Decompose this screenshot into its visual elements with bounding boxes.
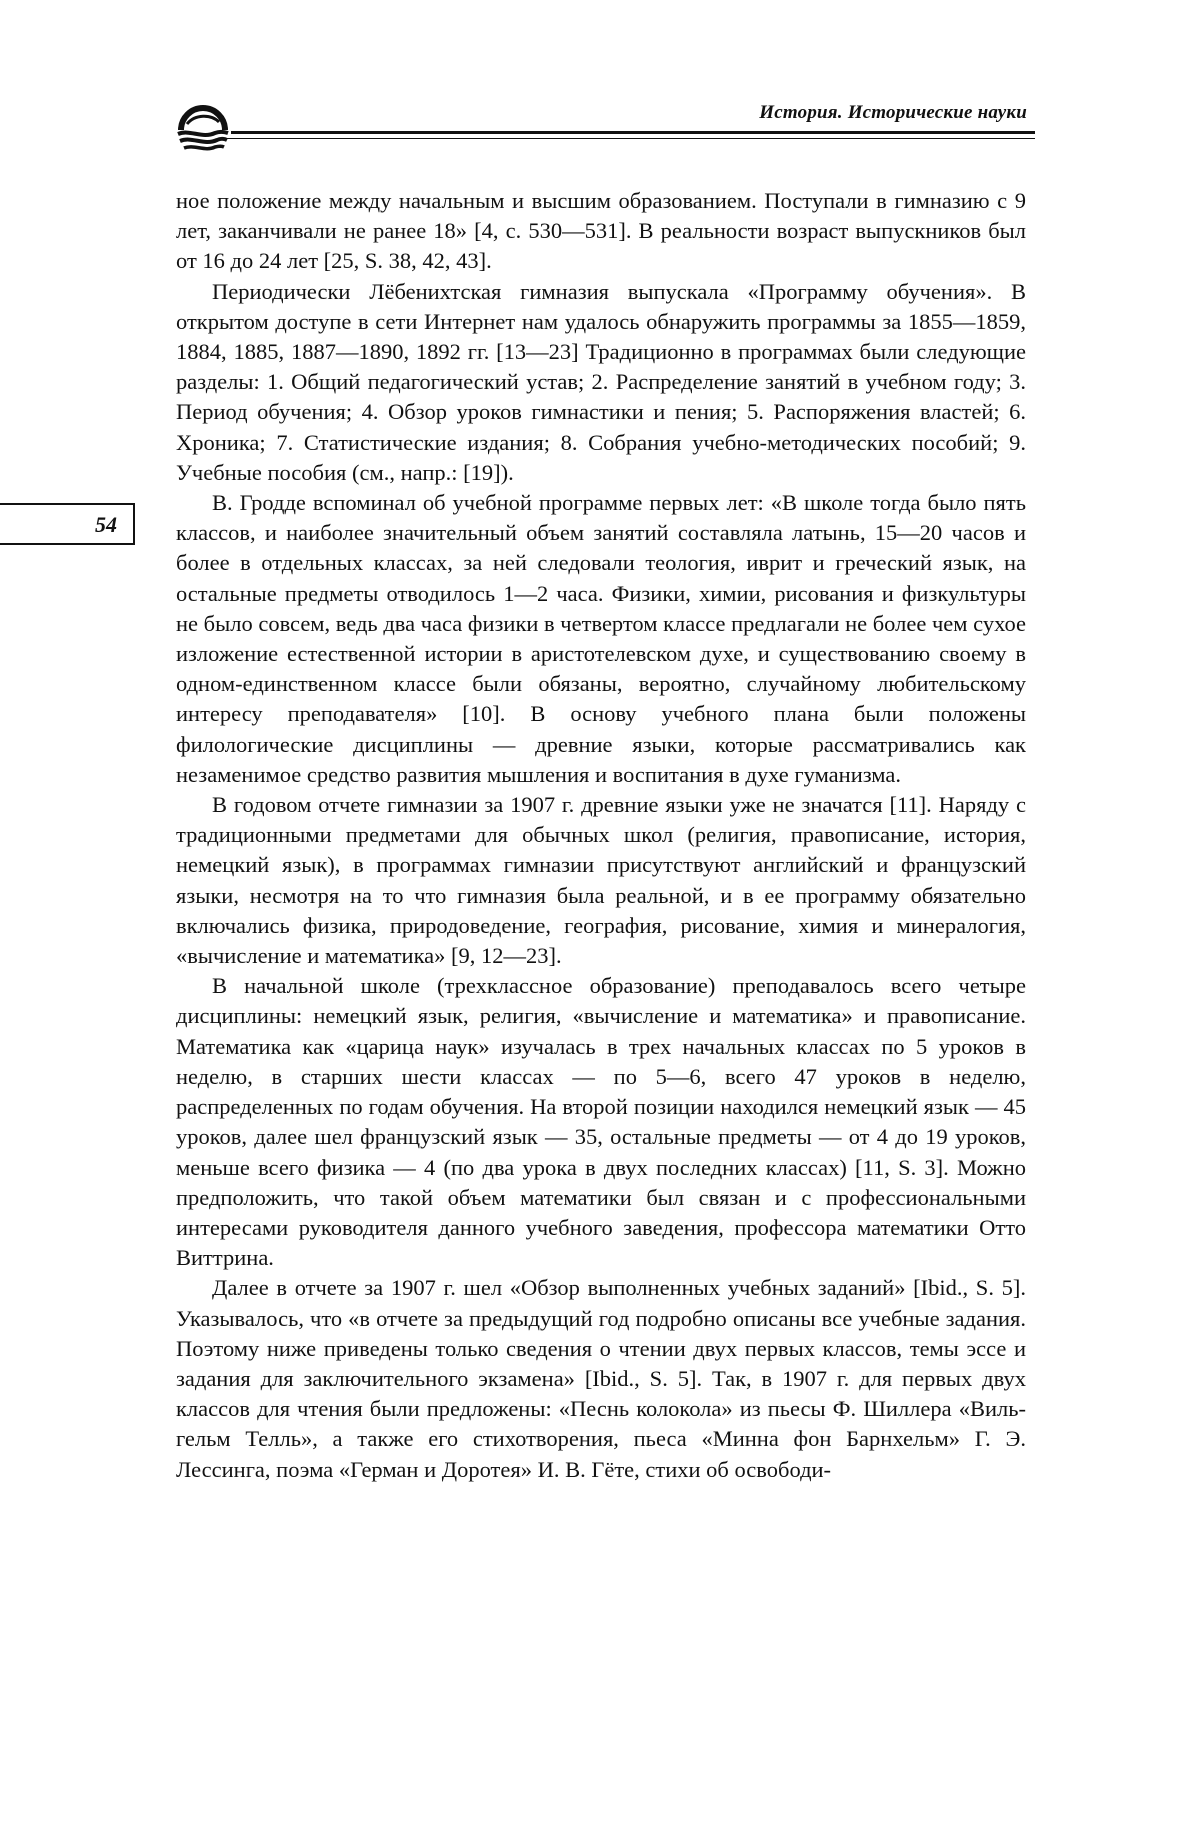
paragraph: В начальной школе (трехклассное образование) преподавалось всего четыре дисциплины: немецкий язык, религия, «вычисление и математика» и правописание. Математика как «царица наук» изучалась в трех начальных классах по 5 уроков в неделю, в старших шести классах — по 5—6, всего 47 уроков в неделю, распределенных по годам обучения. На второй позиции находился немецкий язык — 45 уроков, далее шел французский язык — 35, остальные предметы — от 4 до 19 уроков, меньше всего физика — 4 (по два урока в двух последних классах) [11, S. 3]. Можно предположить, что такой объем математики был связан и с профессиональными интересами руководителя данного учебного заведения, профессора математики Отто Виттрина. — [176, 973, 1026, 1271]
header-rule-thick — [231, 131, 1035, 134]
paragraph: В годовом отчете гимназии за 1907 г. древние языки уже не значатся [11]. Наряду с традиционными предметами для обычных школ (религия, правописание, история, немецкий язык), в программах гимназии присутствуют английский и французский языки, несмотря на то что гимназия была реальной, и в ее программу обязательно включались физика, природоведение, география, рисование, химия и минералогия, «вычисление и математика» [9, 12—23]. — [176, 792, 1026, 969]
paragraph-continued: ное положение между начальным и высшим образованием. Поступали в гимназию с 9 лет, заканчивали не ранее 18» [4, с. 530—531]. В реальности возраст выпускников был от 16 до 24 лет [25, S. 38, 42, 43]. — [176, 188, 1026, 274]
paragraph: Периодически Лёбенихтская гимназия выпускала «Программу обучения». В открытом доступе в сети Интернет нам удалось обнаружить программы за 1855—1859, 1884, 1885, 1887—1890, 1892 гг. [13—23] Традиционно в программах были следующие разделы: 1. Общий педагогический устав; 2. Распределение занятий в учебном году; 3. Период обучения; 4. Обзор уроков гимнастики и пения; 5. Распоряжения властей; 6. Хроника; 7. Статистические издания; 8. Собрания учебно-методических пособий; 9. Учебные пособия (см., напр.: [19]). — [176, 278, 1026, 485]
paragraph: Далее в отчете за 1907 г. шел «Обзор выполненных учебных заданий» [Ibid., S. 5]. Указывалось, что «в отчете за предыдущий год подробно описаны все учебные задания. Поэтому ниже приведены только сведения о чтении двух первых классов, темы эссе и задания для заключительного экзамена» [Ibid., S. 5]. Так, в 1907 г. для первых двух классов для чтения были предложены: «Песнь колокола» из пьесы Ф. Шиллера «Вильгельм Телль», а также его стихотворения, пьеса «Минна фон Барнхельм» Г. Э. Лессинга, поэма «Герман и Доротея» И. В. Гёте, стихи об освободи- — [176, 1275, 1026, 1482]
journal-logo-icon — [175, 102, 231, 158]
article-body — [176, 186, 1026, 1485]
page-number-tab — [0, 503, 135, 545]
paragraph: В. Гродде вспоминал об учебной программе первых лет: «В школе тогда было пять классов, и наиболее значительный объем занятий составляла латынь, 15—20 часов и более в отдельных классах, за ней следовали теология, иврит и греческий язык, на остальные предметы отводилось 1—2 часа. Физики, химии, рисования и физкультуры не было совсем, ведь два часа физики в четвертом классе предлагали не более чем сухое изложение естественной истории в аристотелевском духе, и существованию своему в одном-единственном классе были обязаны, вероятно, случайному любительскому интересу преподавателя» [10]. В основу учебного плана были положены филологические дисциплины — древние языки, которые рассматривались как незаменимое средство развития мышления и воспитания в духе гуманизма. — [176, 490, 1026, 787]
running-title: История. Исторические науки — [759, 102, 1027, 123]
running-header — [175, 92, 1035, 142]
header-rule-thin — [227, 138, 1035, 139]
page-number: 54 — [95, 512, 117, 537]
